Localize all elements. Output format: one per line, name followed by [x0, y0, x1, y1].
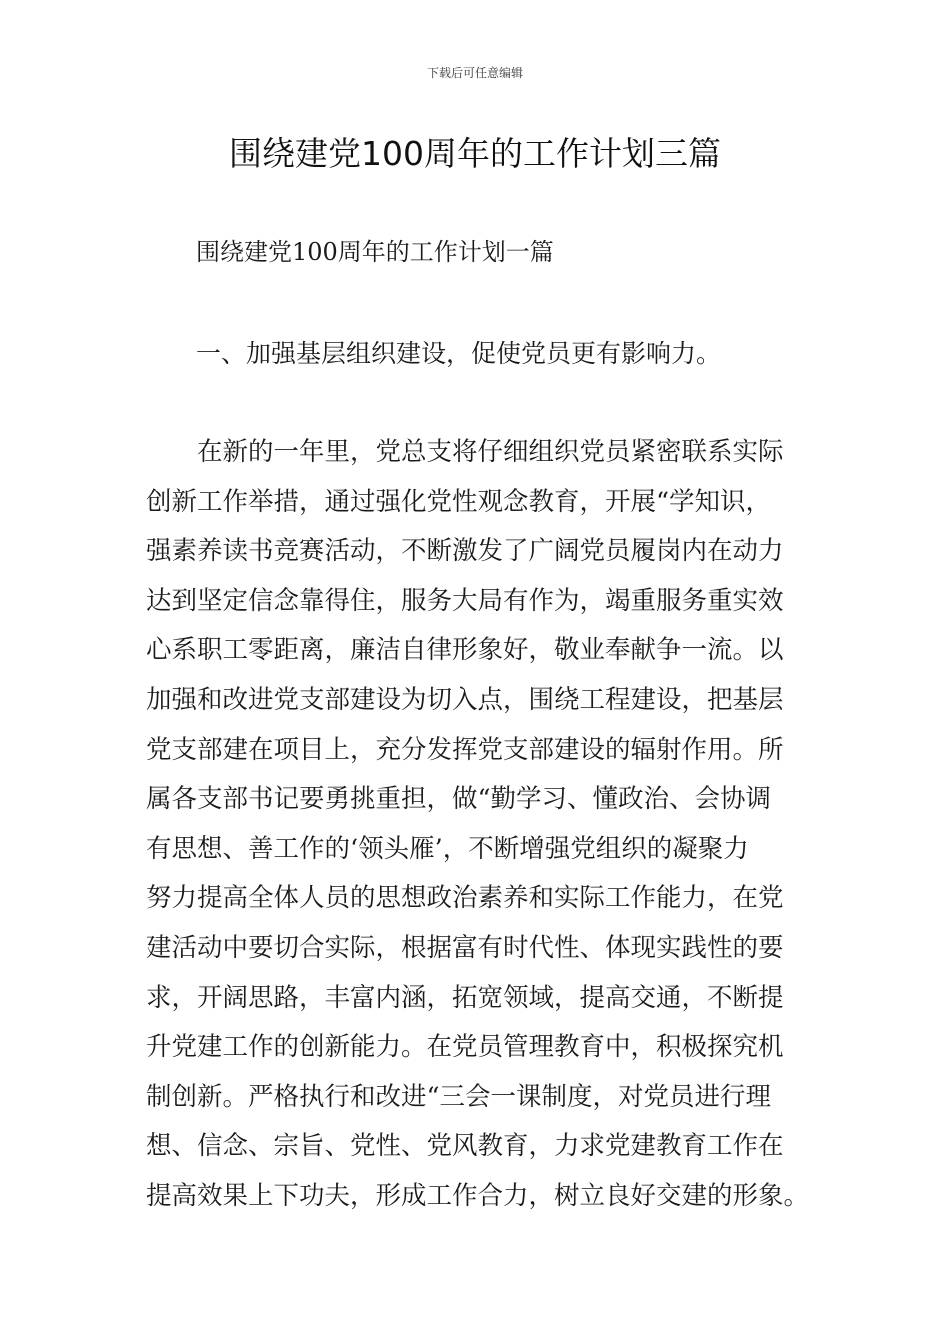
paragraph-line: 求，开阔思路，丰富内涵，拓宽领域，提高交通，不断提: [146, 982, 784, 1013]
paragraph-line: 制创新。严格执行和改进“三会一课制度，对党员进行理: [146, 1081, 772, 1112]
paragraph-line: 党支部建在项目上，充分发挥党支部建设的辐射作用。所: [146, 734, 784, 765]
paragraph-line: 努力提高全体人员的思想政治素养和实际工作能力，在党: [146, 883, 784, 914]
paragraph-line: 创新工作举措，通过强化党性观念教育，开展“学知识，: [146, 486, 772, 517]
paragraph-line: 心系职工零距离，廉洁自律形象好，敬业奉献争一流。以: [146, 635, 784, 666]
paragraph-line: 有思想、善工作的‘领头雁’，不断增强党组织的凝聚力: [146, 833, 749, 864]
paragraph-line: 提高效果上下功夫，形成工作合力，树立良好交建的形象。: [146, 1180, 810, 1211]
paragraph-line: 升党建工作的创新能力。在党员管理教育中，积极探究机: [146, 1032, 784, 1063]
paragraph-line: 属各支部书记要勇挑重担，做“勤学习、懂政治、会协调: [146, 784, 772, 815]
header-note: 下载后可任意编辑: [426, 66, 523, 80]
paragraph-line: 达到坚定信念靠得住，服务大局有作为，竭重服务重实效: [146, 585, 784, 616]
body-paragraph: [146, 428, 816, 1222]
document-title: 围绕建党100周年的工作计划三篇: [229, 134, 721, 173]
subtitle: 围绕建党100周年的工作计划一篇: [196, 238, 554, 266]
paragraph-line: 强素养读书竞赛活动，不断激发了广阔党员履岗内在动力: [146, 536, 784, 567]
section-heading: 一、加强基层组织建设，促使党员更有影响力。: [196, 339, 722, 368]
paragraph-line: 建活动中要切合实际，根据富有时代性、体现实践性的要: [146, 932, 784, 963]
paragraph-line: 加强和改进党支部建设为切入点，围绕工程建设，把基层: [146, 684, 784, 715]
paragraph-line: 想、信念、宗旨、党性、党风教育，力求党建教育工作在: [146, 1131, 784, 1162]
paragraph-line: 在新的一年里，党总支将仔细组织党员紧密联系实际: [197, 437, 784, 467]
